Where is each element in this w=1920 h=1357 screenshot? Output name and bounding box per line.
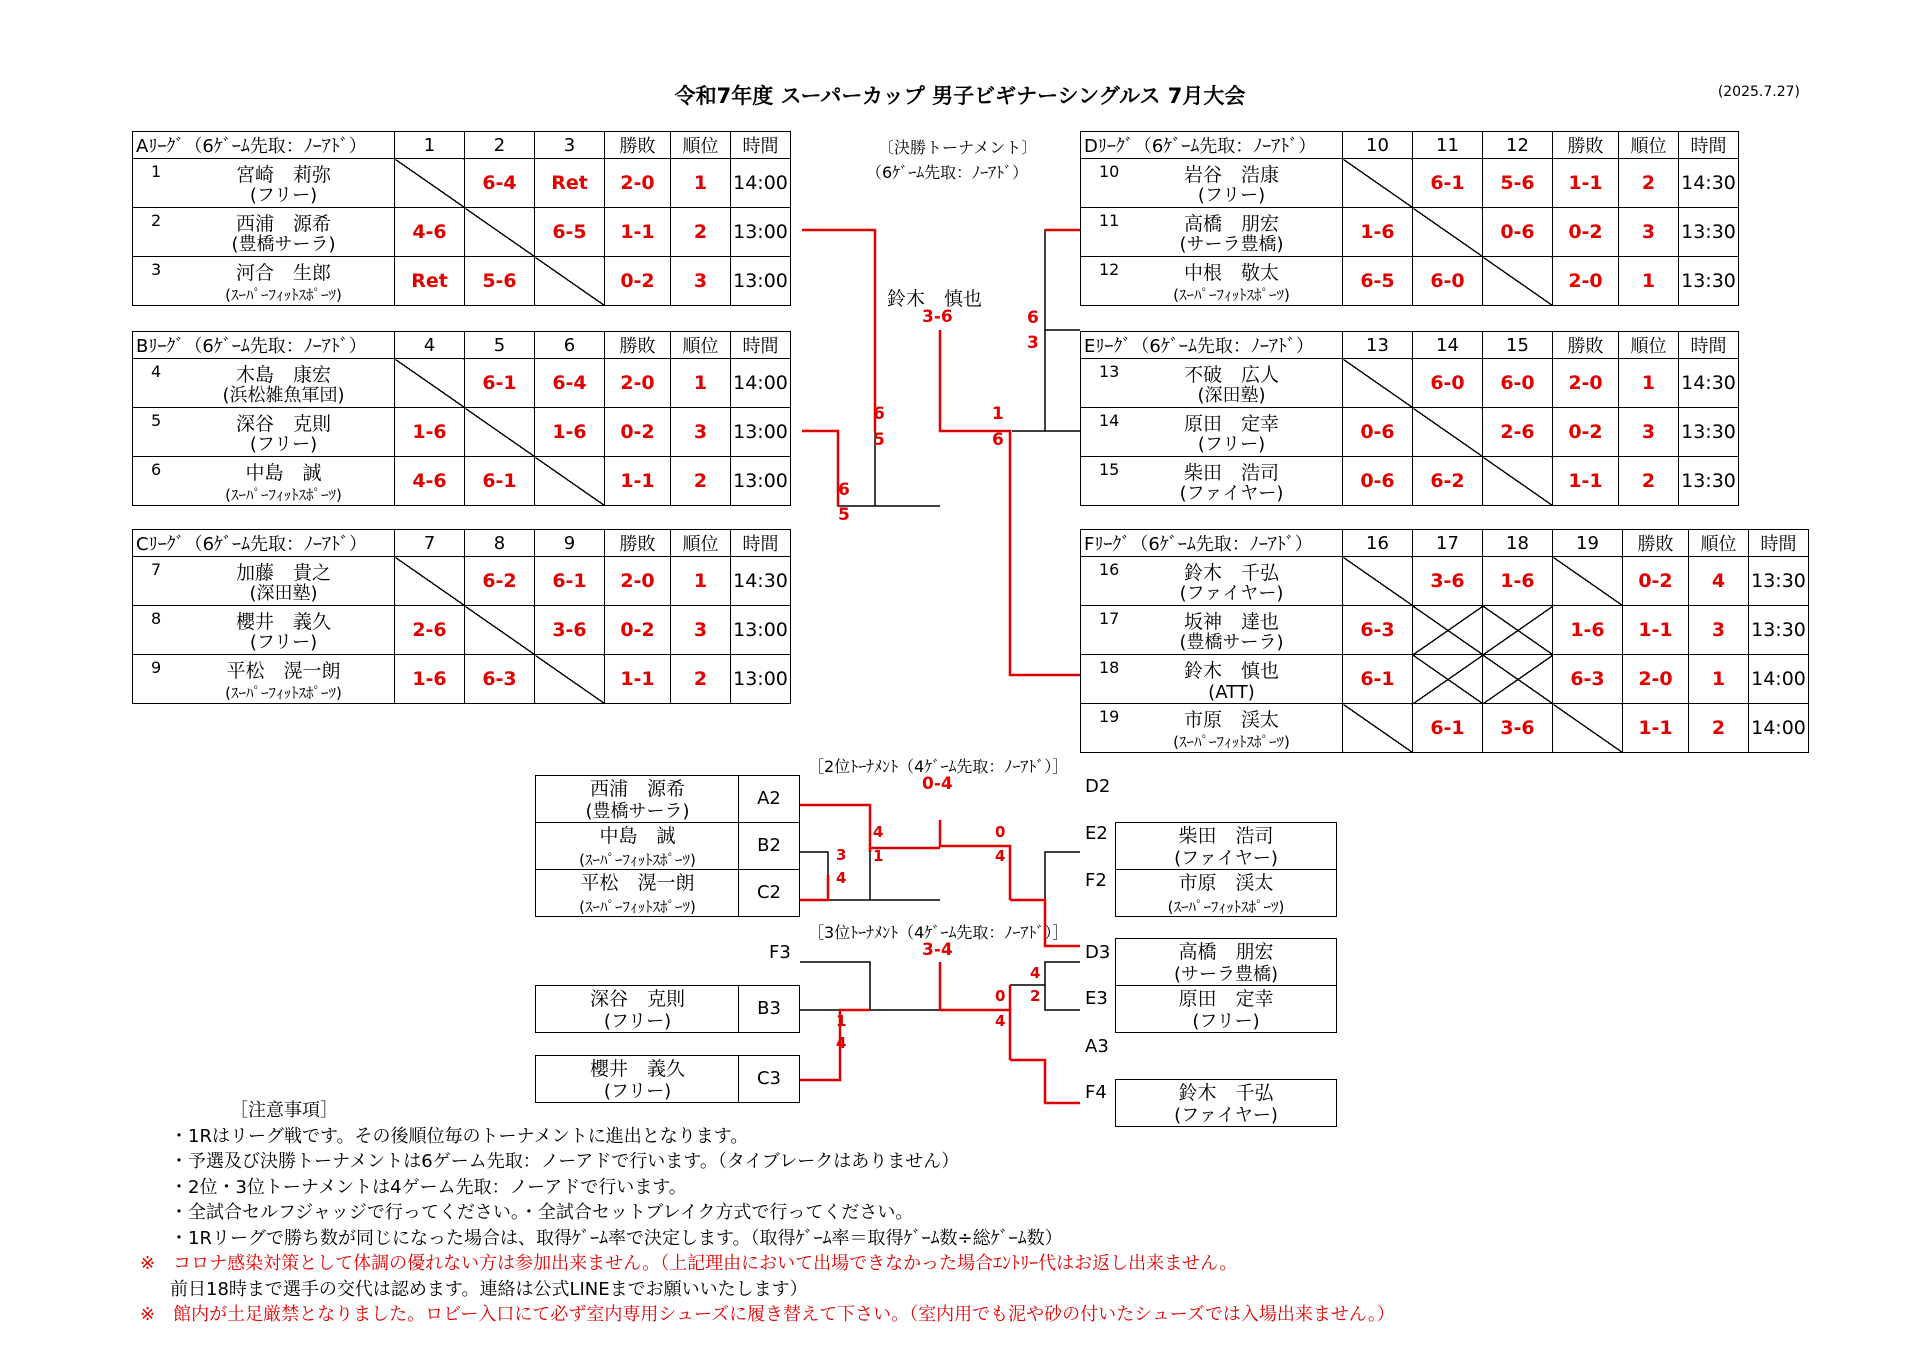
player-name: 鈴木 千弘 <box>1183 562 1279 584</box>
slot-d3: D3 <box>1085 942 1111 963</box>
score-cell: Ret <box>395 257 465 306</box>
winloss-cell: 2-0 <box>605 159 671 208</box>
time-cell: 14:30 <box>1679 359 1739 408</box>
player-number: 16 <box>1099 560 1120 579</box>
player-number: 14 <box>1099 411 1120 430</box>
time-cell: 14:00 <box>1749 704 1809 753</box>
score-cell: 6-4 <box>535 359 605 408</box>
warning-covid-cont: 前日18時まで選手の交代は認めます。連絡は公式LINEまでお願いいたします） <box>170 1278 808 1300</box>
winloss-cell: 0-2 <box>1553 408 1619 457</box>
score-cell: 1-6 <box>1483 557 1553 606</box>
player-name: 岩谷 浩康 <box>1183 164 1279 186</box>
winloss-cell: 2-0 <box>1623 655 1689 704</box>
rank-cell: 3 <box>1619 408 1679 457</box>
player-name: 高橋 朋宏 <box>1183 213 1279 235</box>
second-score-c: 4 <box>836 869 847 887</box>
player-number: 8 <box>151 609 162 628</box>
player-name: 不破 広人 <box>1183 364 1279 386</box>
score-cell: 6-3 <box>1553 655 1623 704</box>
score-cell: 6-3 <box>1343 606 1413 655</box>
second-score-r-bot: 4 <box>995 847 1006 865</box>
player-team: (ファイヤー) <box>1179 583 1284 604</box>
score-cell: Ret <box>535 159 605 208</box>
player-name: 柴田 浩司 <box>1178 825 1274 847</box>
winloss-header: 勝敗 <box>605 530 671 557</box>
player-team: (フリー) <box>1197 434 1266 455</box>
winloss-cell: 2-0 <box>1553 257 1619 306</box>
column-header: 10 <box>1343 132 1413 159</box>
score-cell: 2-6 <box>1483 408 1553 457</box>
player-number: 3 <box>151 260 162 279</box>
third-score-c: 4 <box>836 1034 847 1052</box>
slot-label <box>738 776 799 822</box>
player-name: 河合 生郎 <box>235 262 331 284</box>
player-name: 櫻井 義久 <box>235 611 331 633</box>
player-team: (ファイヤー) <box>1174 848 1278 869</box>
third-bracket-red <box>800 962 1080 1103</box>
rank-cell: 3 <box>671 408 731 457</box>
rank-cell: 3 <box>1689 606 1749 655</box>
time-cell: 13:30 <box>1749 557 1809 606</box>
slot-e3: E3 <box>1085 988 1108 1009</box>
page-title: 令和7年度 スーパーカップ 男子ビギナーシングルス 7月大会 <box>674 84 1246 108</box>
second-score-r-top: 0 <box>995 823 1006 841</box>
score-cell: 3-6 <box>535 606 605 655</box>
score-cell: 6-4 <box>465 159 535 208</box>
third-score-de-d: 4 <box>1030 964 1041 982</box>
player-name: 加藤 貴之 <box>235 562 331 584</box>
winloss-cell: 2-0 <box>1553 359 1619 408</box>
player-team: (フリー) <box>249 185 318 206</box>
player-name: 西浦 源希 <box>235 213 331 235</box>
score-a-top: 6 <box>873 404 885 424</box>
rank-cell: 1 <box>671 359 731 408</box>
player-team: (豊橋サーラ) <box>585 801 690 822</box>
time-header: 時間 <box>731 530 791 557</box>
slot-e2: E2 <box>1085 823 1108 844</box>
player-name: 中根 敬太 <box>1183 262 1279 284</box>
score-cell: 1-6 <box>535 408 605 457</box>
time-cell: 14:00 <box>731 359 791 408</box>
player-team: (ファイヤー) <box>1174 1105 1278 1126</box>
score-cell: 1-6 <box>1553 606 1623 655</box>
score-cell: 6-3 <box>465 655 535 704</box>
time-cell: 13:00 <box>731 408 791 457</box>
player-name: 原田 定幸 <box>1178 988 1274 1010</box>
score-cell: 6-2 <box>465 557 535 606</box>
column-header: 11 <box>1413 132 1483 159</box>
third-left-c3 <box>535 1055 800 1103</box>
score-bc-c: 5 <box>838 505 850 525</box>
time-cell: 13:00 <box>731 208 791 257</box>
rank-cell: 2 <box>1619 159 1679 208</box>
winloss-cell: 2-0 <box>605 359 671 408</box>
score-cell: 6-2 <box>1413 457 1483 506</box>
winloss-cell: 1-1 <box>1553 457 1619 506</box>
league-label: Dﾘｰｸﾞ（6ｹﾞｰﾑ先取：ﾉｰｱﾄﾞ） <box>1081 132 1343 159</box>
player-number: 13 <box>1099 362 1120 381</box>
score-cell: 0-6 <box>1343 457 1413 506</box>
third-score-de-e: 2 <box>1030 987 1041 1005</box>
player-team: (ｽｰﾊﾟｰﾌｨｯﾄｽﾎﾟｰﾂ) <box>1173 733 1290 751</box>
slot-f4: F4 <box>1085 1082 1107 1103</box>
second-right-f2 <box>1115 869 1337 917</box>
time-header: 時間 <box>1679 132 1739 159</box>
winloss-header: 勝敗 <box>605 132 671 159</box>
player-name: 市原 渓太 <box>1183 709 1279 731</box>
rank-cell: 1 <box>1619 257 1679 306</box>
third-tournament-label: ［3位ﾄｰﾅﾒﾝﾄ（4ｹﾞｰﾑ先取：ﾉｰｱﾄﾞ）］ <box>808 923 1069 942</box>
time-cell: 14:00 <box>731 159 791 208</box>
player-team: (豊橋サーラ) <box>1179 632 1284 653</box>
score-cell: 4-6 <box>395 457 465 506</box>
rank-cell: 1 <box>671 557 731 606</box>
column-header: 1 <box>395 132 465 159</box>
rank-cell: 1 <box>1689 655 1749 704</box>
player-number: 17 <box>1099 609 1120 628</box>
time-cell: 14:30 <box>731 557 791 606</box>
time-header: 時間 <box>731 332 791 359</box>
player-team: (豊橋サーラ) <box>231 234 336 255</box>
score-cell: 6-1 <box>1413 159 1483 208</box>
rank-cell: 4 <box>1689 557 1749 606</box>
winloss-cell: 0-2 <box>605 606 671 655</box>
score-a-bot: 5 <box>873 430 885 450</box>
league-label: Fﾘｰｸﾞ（6ｹﾞｰﾑ先取：ﾉｰｱﾄﾞ） <box>1081 530 1343 557</box>
score-cell: 6-0 <box>1413 257 1483 306</box>
player-name: 鈴木 千弘 <box>1178 1082 1274 1104</box>
time-cell: 13:00 <box>731 606 791 655</box>
score-cell: 6-0 <box>1413 359 1483 408</box>
second-left-a2 <box>535 775 800 823</box>
third-score-l-top: 0 <box>995 987 1006 1005</box>
column-header: 5 <box>465 332 535 359</box>
time-cell: 13:30 <box>1679 257 1739 306</box>
column-header: 6 <box>535 332 605 359</box>
player-team: (ｽｰﾊﾟｰﾌｨｯﾄｽﾎﾟｰﾂ) <box>225 684 342 702</box>
third-left-b3 <box>535 985 800 1033</box>
player-team: (フリー) <box>603 1081 672 1102</box>
slot-label <box>738 823 799 869</box>
winloss-cell: 1-1 <box>605 655 671 704</box>
slot-c3: C3 <box>756 1068 782 1089</box>
player-name: 平松 滉一朗 <box>226 660 341 682</box>
league-label: Eﾘｰｸﾞ（6ｹﾞｰﾑ先取：ﾉｰｱﾄﾞ） <box>1081 332 1343 359</box>
note-item: ・1Rはリーグ戦です。その後順位毎のトーナメントに進出となります。 <box>170 1125 749 1147</box>
player-name: 深谷 克則 <box>589 988 685 1010</box>
rank-header: 順位 <box>1689 530 1749 557</box>
time-cell: 13:00 <box>731 655 791 704</box>
note-item: ・2位・3位トーナメントは4ゲーム先取：ノーアドで行います。 <box>170 1176 687 1198</box>
rank-cell: 2 <box>671 655 731 704</box>
second-score-b: 3 <box>836 846 847 864</box>
note-item: ・1Rリーグで勝ち数が同じになった場合は、取得ｹﾞｰﾑ率で決定します。（取得ｹﾞｰﾑ率＝取得ｹﾞｰﾑ数÷総ｹﾞｰﾑ数） <box>170 1227 1063 1249</box>
score-cell: 5-6 <box>465 257 535 306</box>
warning-shoes: ※ 館内が土足厳禁となりました。ロビー入口にて必ず室内専用シューズに履き替えて下さい。（室内用でも泥や砂の付いたシューズでは入場出来ません。） <box>140 1304 1395 1325</box>
winloss-cell: 2-0 <box>605 557 671 606</box>
champion-name: 鈴木 慎也 <box>887 288 983 310</box>
slot-a2: A2 <box>757 788 781 809</box>
score-cell: 6-5 <box>535 208 605 257</box>
player-number: 6 <box>151 460 162 479</box>
player-team: (フリー) <box>603 1011 672 1032</box>
score-bc-b: 6 <box>838 480 850 500</box>
score-cell: 0-6 <box>1483 208 1553 257</box>
slot-c2: C2 <box>756 882 782 903</box>
rank-cell: 2 <box>1619 457 1679 506</box>
player-name: 深谷 克則 <box>235 413 331 435</box>
player-team: (ｽｰﾊﾟｰﾌｨｯﾄｽﾎﾟｰﾂ) <box>225 486 342 504</box>
winloss-cell: 0-2 <box>1623 557 1689 606</box>
time-header: 時間 <box>731 132 791 159</box>
winloss-cell: 1-1 <box>1553 159 1619 208</box>
player-name: 中島 誠 <box>245 462 322 484</box>
time-cell: 13:30 <box>1679 208 1739 257</box>
time-cell: 14:30 <box>1679 159 1739 208</box>
score-cell: 1-6 <box>1343 208 1413 257</box>
second-score-a-top: 4 <box>873 823 884 841</box>
winloss-cell: 1-1 <box>1623 704 1689 753</box>
player-team: (深田塾) <box>249 583 318 604</box>
score-cell: 1-6 <box>395 408 465 457</box>
score-cell: 4-6 <box>395 208 465 257</box>
player-number: 10 <box>1099 162 1120 181</box>
time-cell: 13:30 <box>1679 408 1739 457</box>
warning-covid: ※ コロナ感染対策として体調の優れない方は参加出来ません。（上記理由において出場できなかった場合ｴﾝﾄﾘｰ代はお返し出来ません。 <box>140 1253 1238 1274</box>
rank-cell: 2 <box>671 208 731 257</box>
column-header: 4 <box>395 332 465 359</box>
score-cell: 6-1 <box>1413 704 1483 753</box>
score-cell: 6-0 <box>1483 359 1553 408</box>
score-df-bot: 3 <box>1027 333 1039 353</box>
second-left-b2 <box>535 822 800 870</box>
slot-label <box>738 870 799 916</box>
score-cell: 6-1 <box>465 359 535 408</box>
winloss-header: 勝敗 <box>1553 332 1619 359</box>
score-cell: 6-1 <box>1343 655 1413 704</box>
slot-label <box>738 1056 799 1102</box>
player-team: (サーラ豊橋) <box>1173 964 1279 985</box>
rank-header: 順位 <box>671 132 731 159</box>
rank-cell: 2 <box>671 457 731 506</box>
winloss-cell: 0-2 <box>1553 208 1619 257</box>
player-team: (フリー) <box>1197 185 1266 206</box>
note-item: ・予選及び決勝トーナメントは6ゲーム先取：ノーアドで行います。（タイブレークはありません） <box>170 1151 960 1172</box>
second-score-a-bot: 1 <box>873 847 884 865</box>
score-cell: 0-6 <box>1343 408 1413 457</box>
column-header: 19 <box>1553 530 1623 557</box>
final-tournament-rule: （6ｹﾞｰﾑ先取：ﾉｰｱﾄﾞ） <box>866 163 1029 182</box>
document-date: (2025.7.27) <box>1717 84 1800 100</box>
score-cell: 6-1 <box>535 557 605 606</box>
third-final-score: 3-4 <box>922 940 953 960</box>
winloss-cell: 1-1 <box>1623 606 1689 655</box>
player-name: 西浦 源希 <box>589 778 685 800</box>
second-tournament-label: ［2位ﾄｰﾅﾒﾝﾄ（4ｹﾞｰﾑ先取：ﾉｰｱﾄﾞ）］ <box>808 757 1069 776</box>
slot-b2: B2 <box>757 835 781 856</box>
rank-cell: 3 <box>671 606 731 655</box>
column-header: 15 <box>1483 332 1553 359</box>
player-name: 平松 滉一朗 <box>580 872 695 894</box>
slot-d2: D2 <box>1085 776 1111 797</box>
player-team: (浜松雑魚軍団) <box>222 385 345 406</box>
player-number: 12 <box>1099 260 1120 279</box>
player-name: 柴田 浩司 <box>1183 462 1279 484</box>
final-tournament-label: 〔決勝トーナメント〕 <box>878 138 1038 157</box>
player-number: 7 <box>151 560 162 579</box>
league-label: Bﾘｰｸﾞ（6ｹﾞｰﾑ先取：ﾉｰｱﾄﾞ） <box>133 332 395 359</box>
third-score-b: 1 <box>836 1012 847 1030</box>
score-cell: 1-6 <box>395 655 465 704</box>
player-team: (ｽｰﾊﾟｰﾌｨｯﾄｽﾎﾟｰﾂ) <box>1173 286 1290 304</box>
slot-label <box>738 986 799 1032</box>
column-header: 16 <box>1343 530 1413 557</box>
player-team: (ｽｰﾊﾟｰﾌｨｯﾄｽﾎﾟｰﾂ) <box>579 898 696 916</box>
rank-header: 順位 <box>671 530 731 557</box>
note-item: ・全試合セルフジャッジで行ってください。・全試合セットブレイク方式で行ってください。 <box>170 1202 914 1223</box>
column-header: 12 <box>1483 132 1553 159</box>
column-header: 18 <box>1483 530 1553 557</box>
player-team: (ATT) <box>1208 682 1255 703</box>
player-team: (ファイヤー) <box>1179 483 1284 504</box>
winloss-cell: 0-2 <box>605 408 671 457</box>
score-cell: 3-6 <box>1413 557 1483 606</box>
rank-cell: 2 <box>1689 704 1749 753</box>
notes-section <box>140 1098 1395 1328</box>
player-team: (ｽｰﾊﾟｰﾌｨｯﾄｽﾎﾟｰﾂ) <box>1167 898 1285 916</box>
player-name: 高橋 朋宏 <box>1178 941 1274 963</box>
player-team: (深田塾) <box>1197 385 1266 406</box>
score-df-top: 6 <box>1027 308 1039 328</box>
time-cell: 13:30 <box>1679 457 1739 506</box>
rank-cell: 1 <box>671 159 731 208</box>
player-name: 木島 康宏 <box>235 364 331 386</box>
column-header: 8 <box>465 530 535 557</box>
player-name: 原田 定幸 <box>1183 413 1279 435</box>
slot-f3: F3 <box>769 942 791 963</box>
player-team: (フリー) <box>249 434 318 455</box>
player-team: (ｽｰﾊﾟｰﾌｨｯﾄｽﾎﾟｰﾂ) <box>225 286 342 304</box>
player-number: 1 <box>151 162 162 181</box>
winloss-header: 勝敗 <box>1623 530 1689 557</box>
time-cell: 13:00 <box>731 457 791 506</box>
player-number: 4 <box>151 362 162 381</box>
slot-a3: A3 <box>1085 1036 1109 1057</box>
second-right-e2 <box>1115 822 1337 870</box>
player-number: 15 <box>1099 460 1120 479</box>
player-number: 2 <box>151 211 162 230</box>
winloss-header: 勝敗 <box>605 332 671 359</box>
third-right-d3 <box>1115 938 1337 986</box>
player-name: 坂神 達也 <box>1183 611 1279 633</box>
slot-f2: F2 <box>1085 870 1107 891</box>
third-score-l-bot: 4 <box>995 1012 1006 1030</box>
column-header: 7 <box>395 530 465 557</box>
player-number: 11 <box>1099 211 1120 230</box>
rank-header: 順位 <box>1619 132 1679 159</box>
score-r-bot: 6 <box>992 430 1004 450</box>
rank-cell: 3 <box>671 257 731 306</box>
rank-cell: 1 <box>1619 359 1679 408</box>
column-header: 9 <box>535 530 605 557</box>
player-team: (フリー) <box>249 632 318 653</box>
time-header: 時間 <box>1679 332 1739 359</box>
player-name: 宮崎 莉弥 <box>235 164 331 186</box>
notes-heading: ［注意事項］ <box>230 1100 338 1121</box>
winloss-cell: 0-2 <box>605 257 671 306</box>
score-cell: 3-6 <box>1483 704 1553 753</box>
player-name: 鈴木 慎也 <box>1183 660 1279 682</box>
player-number: 19 <box>1099 707 1120 726</box>
score-cell: 6-5 <box>1343 257 1413 306</box>
winloss-cell: 1-1 <box>605 457 671 506</box>
slot-b3: B3 <box>757 998 781 1019</box>
league-label: Cﾘｰｸﾞ（6ｹﾞｰﾑ先取：ﾉｰｱﾄﾞ） <box>133 530 395 557</box>
winloss-cell: 1-1 <box>605 208 671 257</box>
rank-cell: 3 <box>1619 208 1679 257</box>
time-header: 時間 <box>1749 530 1809 557</box>
third-right-e3 <box>1115 985 1337 1033</box>
time-cell: 14:00 <box>1749 655 1809 704</box>
column-header: 3 <box>535 132 605 159</box>
player-name: 櫻井 義久 <box>589 1058 685 1080</box>
rank-header: 順位 <box>1619 332 1679 359</box>
league-label: Aﾘｰｸﾞ（6ｹﾞｰﾑ先取：ﾉｰｱﾄﾞ） <box>133 132 395 159</box>
rank-header: 順位 <box>671 332 731 359</box>
player-number: 5 <box>151 411 162 430</box>
time-cell: 13:30 <box>1749 606 1809 655</box>
winloss-header: 勝敗 <box>1553 132 1619 159</box>
score-cell: 6-1 <box>465 457 535 506</box>
time-cell: 13:00 <box>731 257 791 306</box>
player-team: (ｽｰﾊﾟｰﾌｨｯﾄｽﾎﾟｰﾂ) <box>579 851 696 869</box>
player-team: (フリー) <box>1192 1011 1260 1032</box>
score-r-top: 1 <box>992 404 1004 424</box>
player-name: 市原 渓太 <box>1178 872 1274 894</box>
score-cell: 5-6 <box>1483 159 1553 208</box>
player-team: (サーラ豊橋) <box>1179 234 1284 255</box>
column-header: 14 <box>1413 332 1483 359</box>
column-header: 13 <box>1343 332 1413 359</box>
second-left-c2 <box>535 869 800 917</box>
player-name: 中島 誠 <box>599 825 676 847</box>
column-header: 17 <box>1413 530 1483 557</box>
final-score: 3-6 <box>922 307 953 327</box>
second-final-score: 0-4 <box>922 774 953 794</box>
score-cell: 2-6 <box>395 606 465 655</box>
column-header: 2 <box>465 132 535 159</box>
player-number: 18 <box>1099 658 1120 677</box>
player-number: 9 <box>151 658 162 677</box>
